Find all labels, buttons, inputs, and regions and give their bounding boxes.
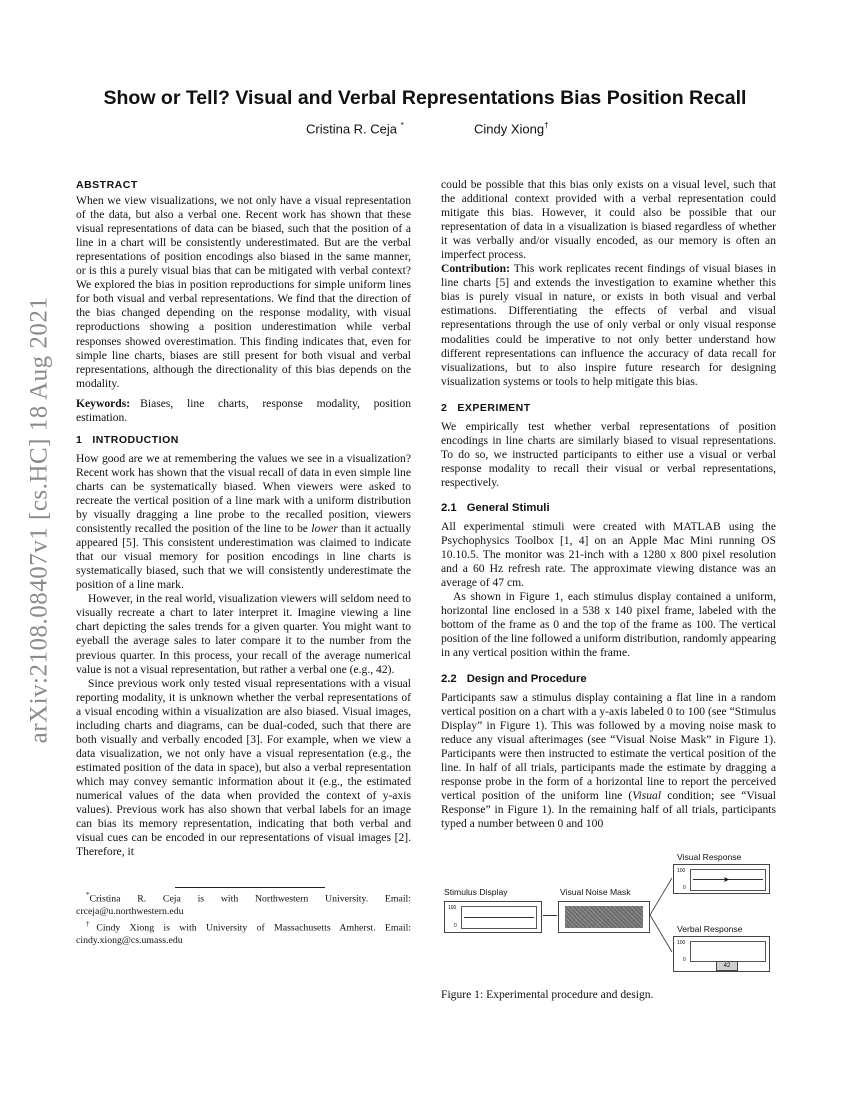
arxiv-stamp xyxy=(19,296,59,744)
contribution-paragraph: Contribution: This work replicates recent findings of visual biases in line charts [5] and extends the investigation to examine whether this bias is purely visual in nature, or exists in both visual and verbal estimations. Differentiating the effects of verbal and visual representations through the use of only verbal or only visual response modalities could be imperative to not only better understand how different representations can influence the accuracy of data recall for visualizations, but to also inspire future research for designing visualization systems or tools to help mitigate this bias. xyxy=(441,262,776,388)
verbal-response-frame xyxy=(690,941,766,962)
stimuli-paragraph-2: As shown in Figure 1, each stimulus display contained a uniform, horizontal line enclosed in a 538 x 140 pixel frame, labeled with the bottom of the frame as 0 and the top of the frame as 100. The vertical position of the line followed a uniform distribution, randomly appearing in any vertical position within the frame. xyxy=(441,590,776,660)
experiment-paragraph: We empirically test whether verbal representations of position encodings in line charts are similarly biased to visual representations. To do so, we instructed participants to either use a visual or verbal response modality to recall their visual or verbal representations, respectively. xyxy=(441,419,776,489)
visual-response-label: Visual Response xyxy=(677,852,742,862)
subsection-heading-stimuli: 2.1 General Stimuli xyxy=(441,501,550,514)
verbal-response-panel: 100 0 42 xyxy=(673,936,770,972)
verbal-response-label: Verbal Response xyxy=(677,924,743,934)
noise-mask-pattern xyxy=(565,906,643,928)
stimulus-display-panel xyxy=(444,901,542,933)
branch-arrows xyxy=(648,870,676,958)
intro-paragraph-3: Since previous work only tested visual representations with a visual reporting modality, it is unknown whether the verbal representations of a visual encoding within a visualization are also biased. Visual images, including charts and diagrams, can be dual-coded, such that there are both visually and verbally encoded [3]. For example, when we view a data visualization, we not only have a visual representation (e.g., the estimated position of the data in space), but also a verbal representation which may convey semantic information about it (e.g., the estimated numerical values of the data when provided the context of y-axis values). Previous work has also shown that verbal labels for an image can bias its memory representation, indicating that both verbal and visual cues can be encoded in our representations of visual images [2]. Therefore, it xyxy=(76,676,411,859)
intro-paragraph-2: However, in the real world, visualization viewers will seldom need to visually recreate a chart to later interpret it. Imagine viewing a line chart depicting the sales trends for a given quarter. You might want to eyeball the average sales to later compare it to the number from the previous quarter. In this process, your recall of the average numerical value is not a visual representation, but rather a verbal one (e.g., 42). xyxy=(76,592,411,676)
footnotes xyxy=(76,889,411,947)
abstract-text: When we view visualizations, we not only have a visual representation of the data, but also a verbal one. Recent work has shown that these visual representations of data can be biased, such that the position of a line in a chart will be consistently underestimated. But are the verbal representations of position encodings also biased in the same manner, or is this a purely visual bias that can be mitigated with verbal context? We explored the bias in position reproductions for simple uniform lines for both visual and verbal representations. We find that the direction of the bias changed depending on the response modality, with visual reproductions showing a position underestimation while verbal responses showed overestimation. This finding indicates that, even for simple line charts, biases are still present for both visual and verbal representations, although the directionality of this bias depends on the modality. xyxy=(76,194,411,390)
arrow-1 xyxy=(543,915,557,916)
noise-mask-panel xyxy=(558,901,650,933)
keywords-label: Keywords: xyxy=(76,396,131,410)
subsection-heading-design: 2.2 Design and Procedure xyxy=(441,672,587,685)
arrow-to-visual xyxy=(650,878,672,915)
intro-paragraph-1: How good are we at remembering the values we see in a visualization? Recent work has shown that the visual recall of data in even simple line charts can be systematically biased. When viewers were asked to recreate the vertical position of a line mark with a uniform distribution by visually dragging a line probe to the recalled position, viewers consistently recalled the position of the line to be lower than it actually appeared [5]. This consistent underestimation was claimed to indicate that our visual memory for position encodings in line charts is systematically biased, such that we will consistently underestimate the position of a line mark. xyxy=(76,451,411,592)
right-column xyxy=(441,178,776,831)
tick-label-top: 100 xyxy=(448,905,457,911)
author-1: Cristina R. Ceja * xyxy=(306,121,404,137)
stimuli-paragraph-1: All experimental stimuli were created with MATLAB using the Psychophysics Toolbox [1, 4] on an Apple Mac Mini running OS 10.10.5. The monitor was 21-inch with a 1280 x 800 pixel resolution and a 60 Hz refresh rate. The approximate viewing distance was an average of 47 cm. xyxy=(441,520,776,590)
stimulus-display-label: Stimulus Display xyxy=(444,887,508,897)
paper-title: Show or Tell? Visual and Verbal Representations Bias Position Recall xyxy=(103,87,747,109)
stimulus-line xyxy=(464,917,534,918)
stimulus-frame xyxy=(461,906,537,929)
mouse-cursor-icon: ➤ xyxy=(723,875,730,884)
arrow-to-verbal xyxy=(650,915,672,952)
footnote-2: †Cindy Xiong is with University of Massachusetts Amherst. Email: cindy.xiong@cs.umass.edu xyxy=(76,920,412,946)
intro-paragraph-4: could be possible that this bias only exists on a visual level, such that the additional context provided with a verbal representation could mitigate this bias. However, it could also be possible that our representation of data in a visualization is biased regardless of whether it was verbally and/or visually encoded, as our memory is often an imperfect process. xyxy=(441,178,776,262)
author-2: Cindy Xiong† xyxy=(474,121,549,137)
contribution-label: Contribution: xyxy=(441,262,510,276)
figure-1-caption: Figure 1: Experimental procedure and design. xyxy=(441,988,654,1001)
visual-response-frame xyxy=(690,869,766,891)
footnote-rule xyxy=(175,887,325,888)
visual-response-panel: 100 0 ➤ xyxy=(673,864,770,894)
arxiv-stamp-text: arXiv:2108.08407v1 [cs.HC] 18 Aug 2021 xyxy=(25,296,52,744)
section-heading-introduction: 1 INTRODUCTION xyxy=(76,433,179,446)
tick-label-bottom: 0 xyxy=(454,923,457,929)
typed-answer-box: 42 xyxy=(716,961,738,971)
left-column xyxy=(76,178,411,859)
design-paragraph: Participants saw a stimulus display containing a flat line in a random vertical position on a chart with a y-axis labeled 0 to 100 (see “Stimulus Display” in Figure 1). This was followed by a moving noise mask to reduce any visual afterimages (see “Visual Noise Mask” in Figure 1). Participants were then instructed to estimate the vertical position of the line. In half of all trials, participants made the estimate by dragging a response probe in the form of a horizontal line to report the perceived vertical position of the uniform line (Visual condition; see “Visual Response” in Figure 1). In the remaining half of all trials, participants typed a number between 0 and 100 xyxy=(441,690,776,830)
section-heading-experiment: 2 EXPERIMENT xyxy=(441,401,531,414)
noise-mask-label: Visual Noise Mask xyxy=(560,887,631,897)
keywords: Keywords: Biases, line charts, response modality, position estimation. xyxy=(76,396,411,424)
figure-1 xyxy=(441,850,776,980)
abstract-heading: ABSTRACT xyxy=(76,179,138,191)
footnote-1: *Cristina R. Ceja is with Northwestern University. Email: crceja@u.northwestern.edu xyxy=(76,891,411,917)
